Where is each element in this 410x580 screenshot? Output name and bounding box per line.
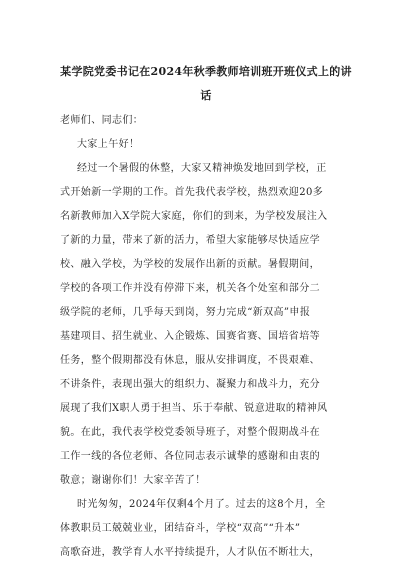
speech-body <box>60 109 352 565</box>
title-line: 话 <box>200 89 212 102</box>
paragraph-line: 名新教师加入X学院大家庭，你们的到来，为学校发展注入 <box>60 211 328 222</box>
paragraph-line: 敬意；谢谢你们！大家辛苦了！ <box>60 475 206 486</box>
paragraph-line: 基建项目、招生就业、入企锻炼、国赛省赛、国培省培等 <box>60 331 320 342</box>
paragraph-line: 级学院的老师，几乎每天到岗，努力完成“新双高”申报 <box>60 307 311 318</box>
paragraph-line: 工作一线的各位老师、各位同志表示诚挚的感谢和由衷的 <box>60 451 320 462</box>
paragraph-line: 学校的各项工作并没有停滞下来，机关各个处室和部分二 <box>60 283 320 294</box>
paragraph-line: 貌。在此，我代表学校党委领导班子，对整个假期战斗在 <box>60 427 320 438</box>
salutation: 老师们、同志们： <box>60 115 144 126</box>
greeting: 大家上午好！ <box>77 139 140 150</box>
paragraph-line: 式开始新一学期的工作。首先我代表学校，热烈欢迎20多 <box>60 187 324 198</box>
title-line: 某学院党委书记在2024年秋季教师培训班开班仪式上的讲 <box>60 65 352 78</box>
document-title <box>58 60 354 108</box>
paragraph-line: 不讲条件，表现出强大的组织力、凝聚力和战斗力，充分 <box>60 379 320 390</box>
paragraph-line: 时光匆匆，2024年仅剩4个月了。过去的这8个月，全 <box>77 499 326 510</box>
paragraph-line: 了新的力量，带来了新的活力，希望大家能够尽快适应学 <box>60 235 320 246</box>
paragraph-line: 体教职员工兢兢业业，团结奋斗，学校“双高”“升本” <box>60 523 301 534</box>
paragraph-line: 经过一个暑假的休整，大家又精神焕发地回到学校，正 <box>77 163 327 174</box>
paragraph-line: 高歌奋进，教学育人水平持续提升，人才队伍不断壮大， <box>60 547 320 558</box>
paragraph-line: 任务，整个假期都没有休息，服从安排调度，不畏艰难、 <box>60 355 320 366</box>
paragraph-line: 展现了我们X职人勇于担当、乐于奉献、锐意进取的精神风 <box>60 403 328 414</box>
paragraph-line: 校、融入学校，为学校的发展作出新的贡献。暑假期间， <box>60 259 320 270</box>
